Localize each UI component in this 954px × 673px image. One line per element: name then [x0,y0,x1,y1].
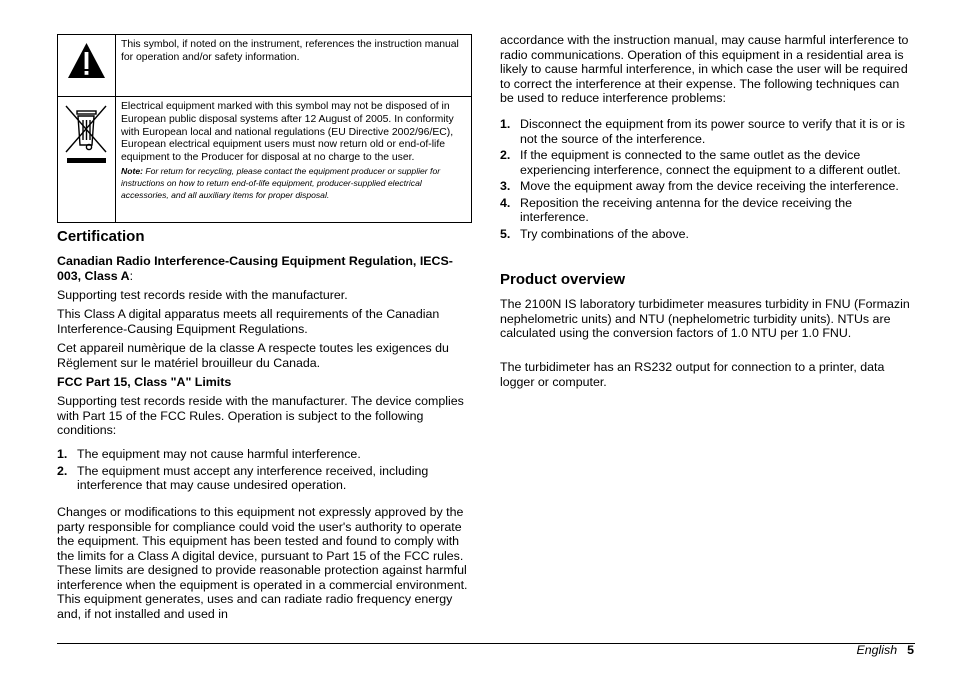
list-number: 3. [500,179,511,193]
canada-regulation-heading [57,254,472,283]
canada-paragraph-2: This Class A digital apparatus meets all requirements of the Canadian Interference-Causing Equipment Regulations. [57,307,440,336]
list-number: 2. [57,463,68,478]
list-text: Try combinations of the above. [520,226,689,241]
list-number: 5. [500,226,511,241]
fcc-continued-paragraph: accordance with the instruction manual, may cause harmful interference to radio communications. Operation of this equipment in a residential area is likely to cause harmful interference, in which case the user will be required to correct the interference at their expense. The following techniques can be used to reduce interference problems: [500,33,909,105]
interference-techniques-list [500,117,915,241]
list-number: 2. [500,148,511,162]
heading-colon: : [129,268,134,283]
list-item [500,196,915,225]
fcc-heading: FCC Part 15, Class "A" Limits [57,375,232,389]
list-text: Move the equipment away from the device receiving the interference. [520,179,899,193]
list-item [500,227,915,242]
warning-triangle-icon [58,35,115,91]
list-item [57,464,472,493]
list-number: 4. [500,195,511,210]
canada-regulation-title: Canadian Radio Interference-Causing Equipment Regulation, IECS-003, Class A [57,254,453,283]
note-text: For return for recycling, please contact the equipment producer or supplier for instructions on how to return end-of-life equipment, producer-supplied electrical accessories, and all auxiliary items for proper disposal. [121,165,441,200]
certification-heading: Certification [57,228,145,245]
product-overview-paragraph-1: The 2100N IS laboratory turbidimeter measures turbidity in FNU (Formazin nephelometric units) and NTU (nephelometric turbidity units). NTUs are calculated using the conversion factors of 1.0 NTU per 1.0 FNU. [500,297,910,340]
page-footer [856,643,914,657]
product-overview-paragraph-2: The turbidimeter has an RS232 output for connection to a printer, data logger or computer. [500,360,885,389]
symbol-row-weee [58,97,472,223]
note-label: Note: [121,165,143,176]
canada-paragraph-1: Supporting test records reside with the manufacturer. [57,288,348,302]
list-item [57,447,472,462]
list-item [500,117,915,146]
fcc-changes-paragraph: Changes or modifications to this equipment not expressly approved by the party responsible for compliance could void the user's authority to operate the equipment. This equipment has been tested and found to comply with the limits for a Class A digital device, pursuant to Part 15 of the FCC rules. These limits are designed to provide reasonable protection against harmful interference when the equipment is operated in a commercial environment. This equipment generates, uses and can radiate radio frequency energy and, if not installed and used in [57,505,468,621]
weee-symbol-note [116,165,471,201]
list-text: Reposition the receiving antenna for the device receiving the interference. [520,195,853,224]
symbol-row-warning [58,35,472,97]
weee-symbol-description: Electrical equipment marked with this symbol may not be disposed of in European public disposal systems after 12 August of 2005. In conformity with European local and national regulations (EU Directive 2002/96/EC), European electrical equipment users must now return old or end-of-life equipment to the Producer for disposal at no charge to the user. [121,101,454,164]
crossed-out-wheelie-bin-icon [58,97,115,217]
product-overview-heading: Product overview [500,271,626,288]
footer-divider [57,643,915,644]
symbol-description-cell [116,35,472,97]
symbol-cell [58,97,116,223]
list-text: Disconnect the equipment from its power source to verify that it is or is not the source of the interference. [520,117,905,146]
page-number: 5 [907,643,914,657]
canada-paragraph-french: Cet appareil numèrique de la classe A respecte toutes les exigences du Rëglement sur le matériel brouilleur du Canada. [57,341,449,370]
list-text: The equipment may not cause harmful interference. [77,447,361,461]
list-number: 1. [57,447,68,461]
list-text: The equipment must accept any interference received, including interference that may cause undesired operation. [77,463,429,492]
symbol-cell [58,35,116,97]
fcc-conditions-list [57,447,472,493]
footer-language: English [856,643,898,657]
symbol-description-cell [116,97,472,223]
list-item [500,148,915,177]
list-item [500,179,915,194]
list-number: 1. [500,117,511,131]
fcc-paragraph: Supporting test records reside with the manufacturer. The device complies with Part 15 of the FCC Rules. Operation is subject to the following conditions: [57,394,464,437]
list-text: If the equipment is connected to the same outlet as the device experiencing interference, connect the equipment to a different outlet. [520,148,901,177]
warning-symbol-description: This symbol, if noted on the instrument, references the instruction manual for operation and/or safety information. [121,39,459,63]
safety-symbols-table [57,34,472,223]
